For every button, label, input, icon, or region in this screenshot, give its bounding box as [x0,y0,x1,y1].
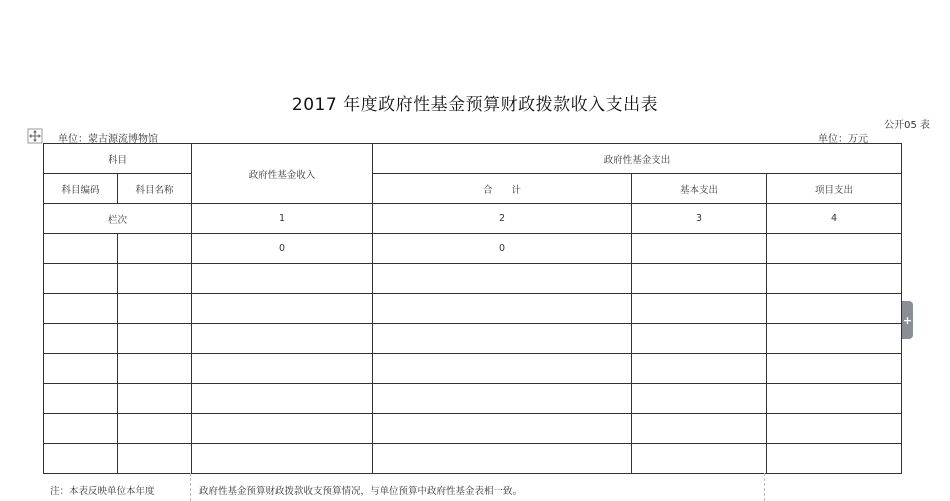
cell-subject-name[interactable] [118,414,192,444]
cell-total[interactable] [373,414,632,444]
cell-project[interactable] [767,444,902,474]
table-row [44,234,902,264]
cell-total[interactable]: 0 [373,234,632,264]
cell-project[interactable] [767,324,902,354]
column-number-4: 4 [767,204,902,234]
cell-total[interactable] [373,444,632,474]
cell-subject-name[interactable] [118,234,192,264]
header-subject-code: 科目编码 [44,174,118,204]
cell-subject-name[interactable] [118,444,192,474]
cell-basic[interactable] [632,294,767,324]
cell-subject-code[interactable] [44,444,118,474]
note-text-part1: 注：本表反映单位本年度 [50,486,155,497]
cell-project[interactable] [767,354,902,384]
table-row [44,384,902,414]
header-total: 合 计 [373,174,632,204]
cell-income[interactable] [192,294,373,324]
cell-income[interactable] [192,384,373,414]
table-move-handle-icon[interactable] [27,128,43,144]
column-number-2: 2 [373,204,632,234]
header-subject-name: 科目名称 [118,174,192,204]
cell-project[interactable] [767,234,902,264]
table-title: 2017 年度政府性基金预算财政拨款收入支出表 [291,95,659,115]
cell-total[interactable] [373,384,632,414]
table-row [44,414,902,444]
note-text-part2: 政府性基金预算财政拨款收支预算情况，与单位预算中政府性基金表相一致。 [199,486,523,497]
cell-income[interactable] [192,354,373,384]
cell-subject-code[interactable] [44,294,118,324]
header-income: 政府性基金收入 [192,144,373,204]
table-row [44,324,902,354]
unit-label: 单位：蒙古源流博物馆 [58,134,158,145]
cell-subject-name[interactable] [118,264,192,294]
cell-subject-code[interactable] [44,384,118,414]
header-expense: 政府性基金支出 [373,144,902,174]
cell-basic[interactable] [632,444,767,474]
cell-project[interactable] [767,414,902,444]
table-row [44,354,902,384]
cell-total[interactable] [373,294,632,324]
cell-total[interactable] [373,264,632,294]
cell-basic[interactable] [632,384,767,414]
add-column-tab[interactable] [902,301,913,339]
currency-unit-label: 单位：万元 [818,134,868,145]
column-number-3: 3 [632,204,767,234]
cell-subject-code[interactable] [44,354,118,384]
cell-basic[interactable] [632,264,767,294]
cell-income[interactable] [192,444,373,474]
table-row [44,264,902,294]
cell-subject-name[interactable] [118,324,192,354]
header-subject: 科目 [44,144,192,174]
cell-subject-name[interactable] [118,294,192,324]
table-note [43,473,901,501]
cell-basic[interactable] [632,234,767,264]
cell-subject-name[interactable] [118,384,192,414]
cell-subject-code[interactable] [44,234,118,264]
cell-project[interactable] [767,294,902,324]
cell-income[interactable] [192,414,373,444]
cell-total[interactable] [373,324,632,354]
table-row [44,444,902,474]
cell-income[interactable] [192,264,373,294]
cell-basic[interactable] [632,414,767,444]
cell-project[interactable] [767,264,902,294]
header-project-expense: 项目支出 [767,174,902,204]
plus-icon: + [902,313,913,327]
cell-subject-code[interactable] [44,264,118,294]
cell-basic[interactable] [632,324,767,354]
cell-total[interactable] [373,354,632,384]
column-number-1: 1 [192,204,373,234]
cell-basic[interactable] [632,354,767,384]
cell-project[interactable] [767,384,902,414]
cell-subject-code[interactable] [44,324,118,354]
cell-subject-name[interactable] [118,354,192,384]
header-basic-expense: 基本支出 [632,174,767,204]
cell-income[interactable] [192,324,373,354]
form-code: 公开05 表 [884,120,930,131]
fund-budget-table [43,143,902,474]
cell-income[interactable]: 0 [192,234,373,264]
column-number-label: 栏次 [44,204,192,234]
cell-subject-code[interactable] [44,414,118,444]
table-row [44,294,902,324]
